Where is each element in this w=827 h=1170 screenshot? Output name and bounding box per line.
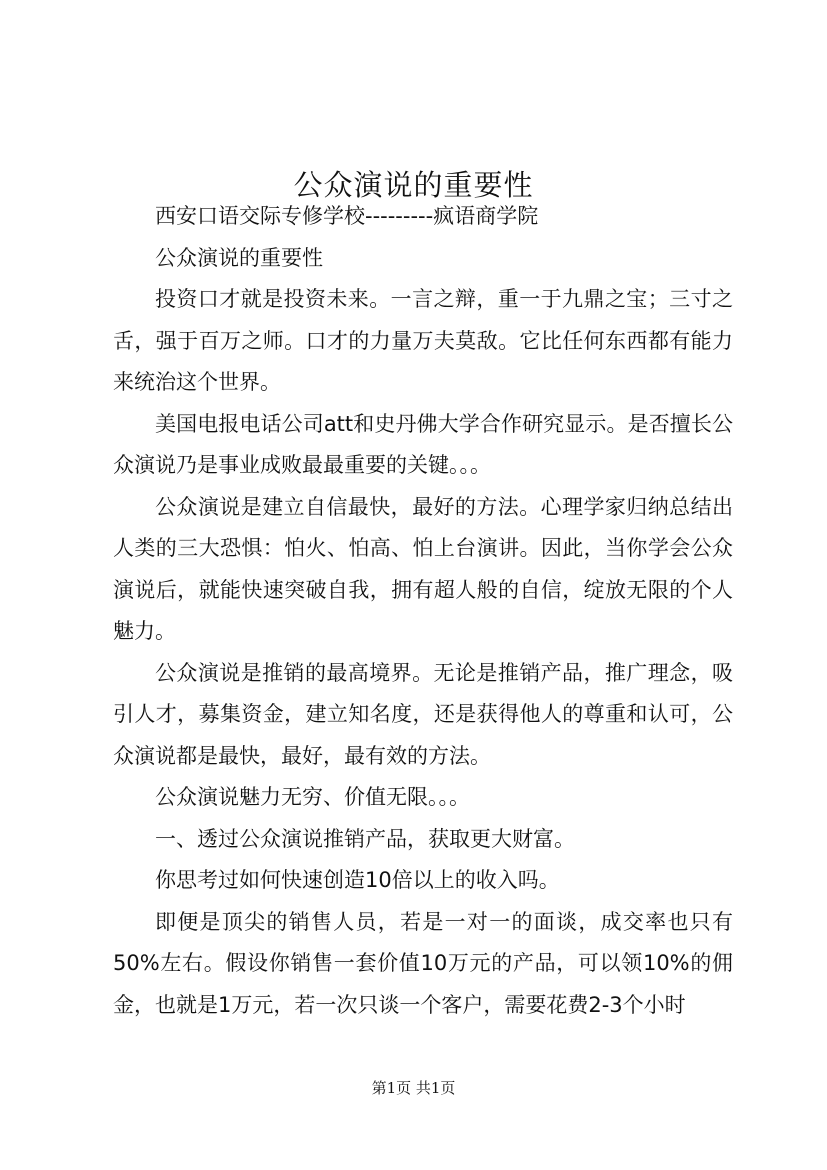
- paragraph-section-one: 一、透过公众演说推销产品，获取更大财富。: [155, 826, 575, 851]
- page-footer: 第1页 共1页: [371, 1079, 456, 1097]
- paragraph-question: 你思考过如何快速创造10倍以上的收入吗。: [155, 868, 560, 892]
- paragraph-confidence: 公众演说是建立自信最快，最好的方法。心理学家归纳总结出人类的三大恐惧：怕火、怕高、怕上台演讲。因此，当你学会公众演说后，就能快速突破自我，拥有超人般的自信，绽放无限的个人魅力。: [113, 494, 733, 643]
- paragraph-school-name: 西安口语交际专修学校---------疯语商学院: [155, 204, 539, 228]
- paragraph-att-research: 美国电报电话公司att和史丹佛大学合作研究显示。是否擅长公众演说乃是事业成败最最重要的关键。。。: [113, 411, 733, 477]
- paragraph-sales-example: 即便是顶尖的销售人员，若是一对一的面谈，成交率也只有50%左右。假设你销售一套价值10万元的产品，可以领10%的佣金，也就是1万元，若一次只谈一个客户，需要花费2-3个小时: [113, 909, 733, 1017]
- document-body: [113, 196, 733, 1026]
- paragraph-subtitle: 公众演说的重要性: [155, 245, 323, 270]
- paragraph-invest-eloquence: 投资口才就是投资未来。一言之辩，重一于九鼎之宝；三寸之舌，强于百万之师。口才的力量万夫莫敌。它比任何东西都有能力来统治这个世界。: [113, 287, 733, 394]
- paragraph-sales-realm: 公众演说是推销的最高境界。无论是推销产品，推广理念，吸引人才，募集资金，建立知名度，还是获得他人的尊重和认可，公众演说都是最快，最好，最有效的方法。: [113, 660, 733, 768]
- paragraph-charm-value: 公众演说魅力无穷、价值无限。。。: [155, 785, 470, 809]
- document-title: 公众演说的重要性: [293, 168, 534, 203]
